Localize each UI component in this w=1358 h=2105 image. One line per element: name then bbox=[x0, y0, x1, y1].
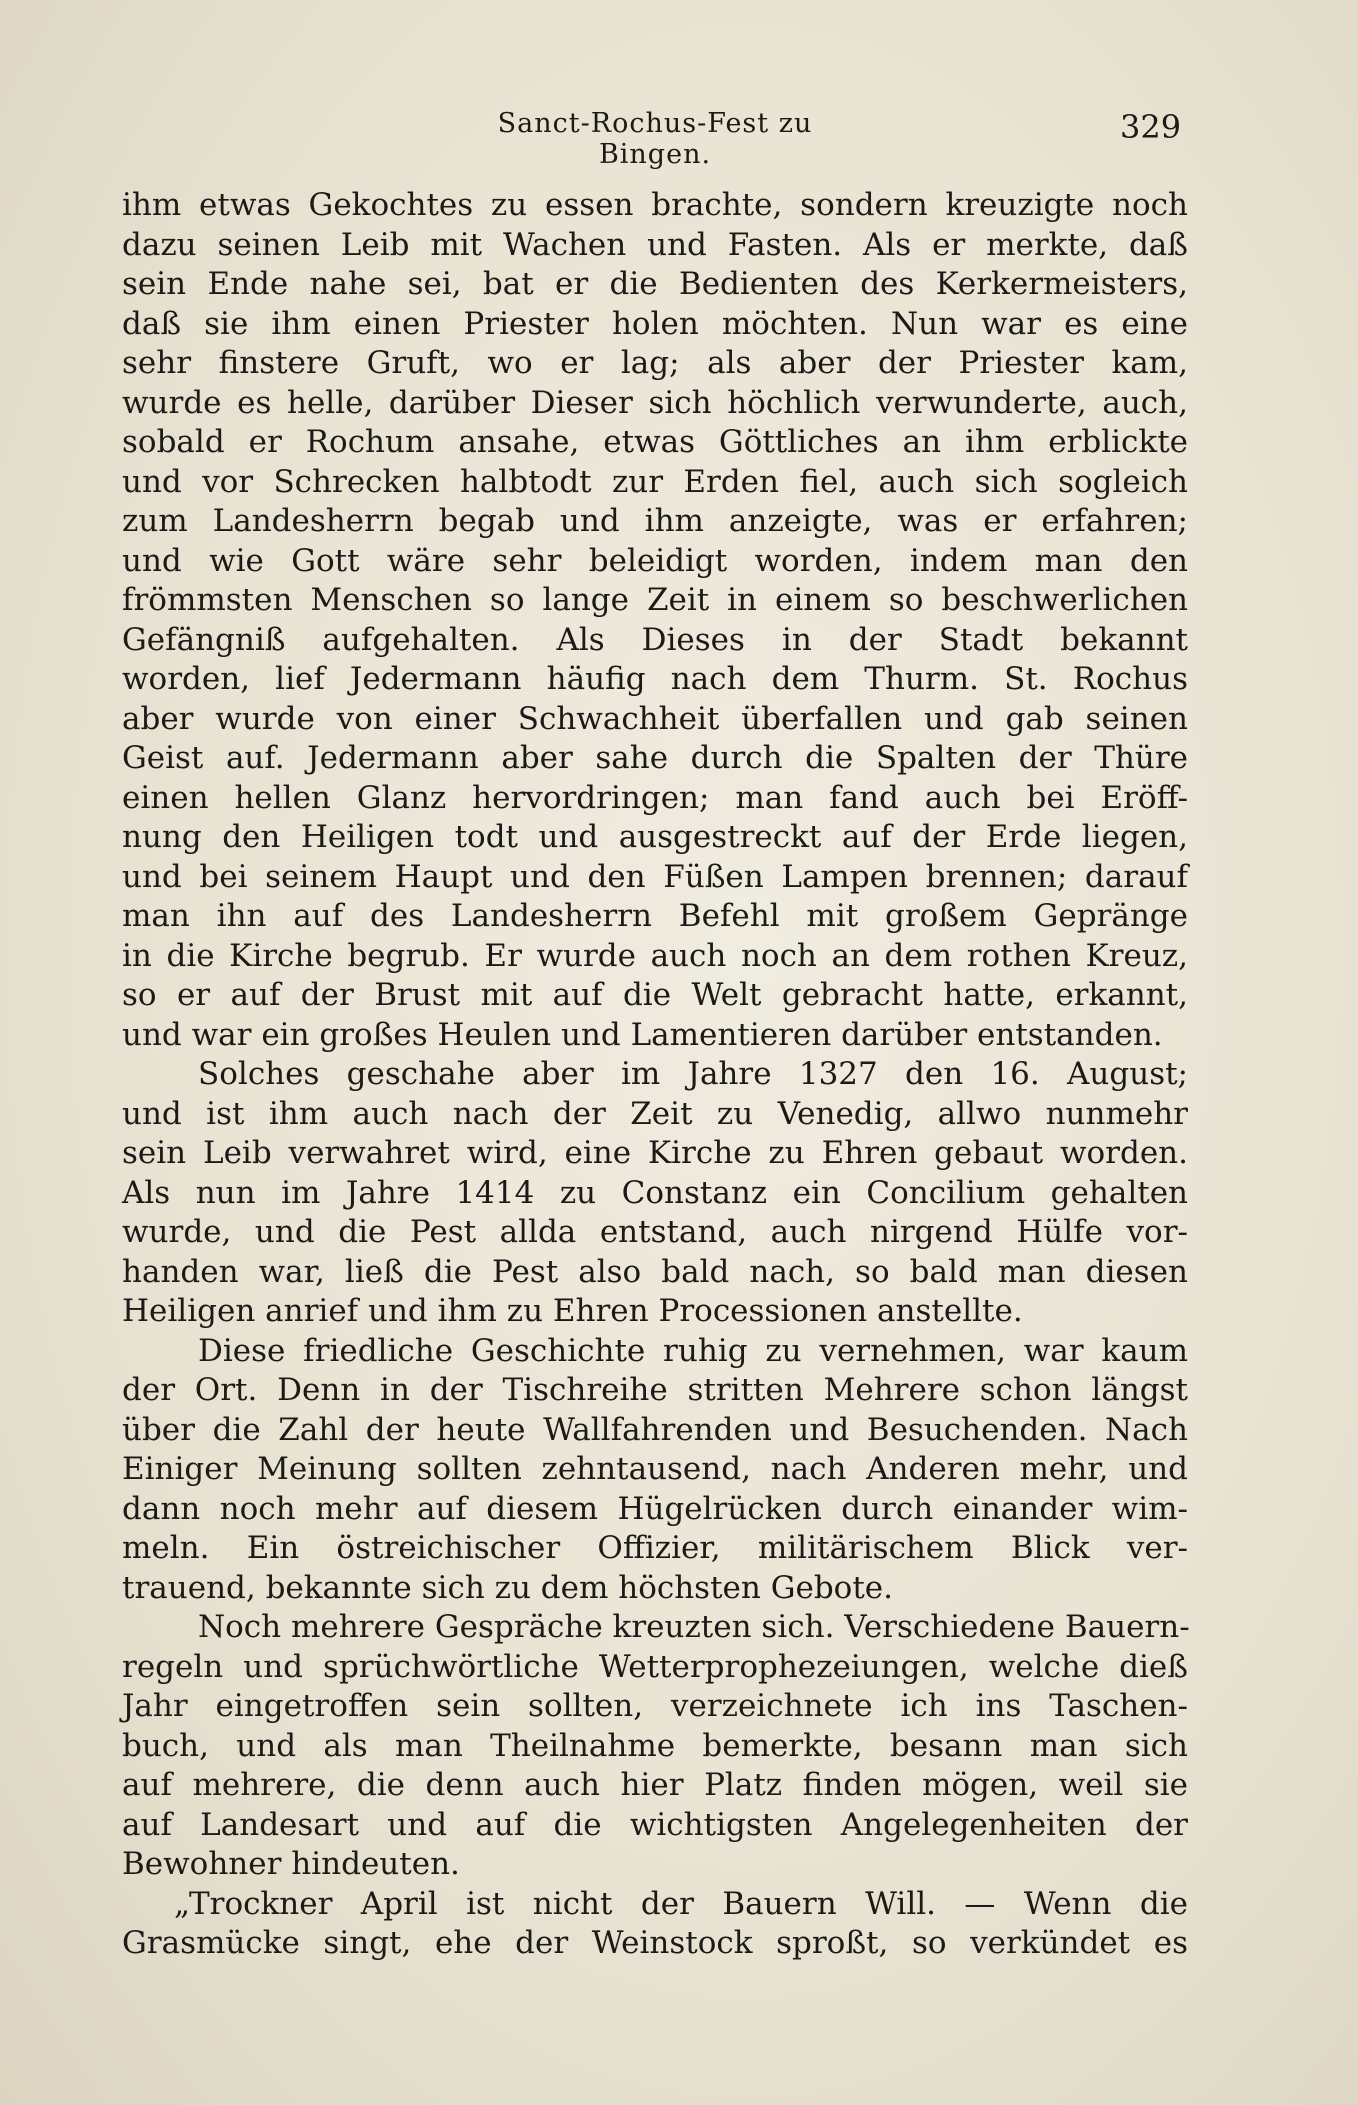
text-line: trauend, bekannte sich zu dem höchsten Gebote. bbox=[122, 1569, 893, 1606]
text-line: daß sie ihm einen Priester holen möchten. Nun war es eine bbox=[122, 305, 1188, 342]
text-line: und wie Gott wäre sehr beleidigt worden, indem man den bbox=[122, 542, 1188, 579]
text-line: in die Kirche begrub. Er wurde auch noch an dem rothen Kreuz, bbox=[122, 937, 1188, 974]
paragraph-start-line: Noch mehrere Gespräche kreuzten sich. Verschiedene Bauern- bbox=[198, 1609, 1190, 1645]
text-line: regeln und sprüchwörtliche Wetterprophezeiungen, welche dieß bbox=[122, 1648, 1188, 1685]
text-line: Einiger Meinung sollten zehntausend, nach Anderen mehr, und bbox=[122, 1451, 1188, 1487]
text-line: ihm etwas Gekochtes zu essen brachte, sondern kreuzigte noch bbox=[122, 187, 1188, 223]
text-line: Bewohner hindeuten. bbox=[122, 1846, 460, 1882]
text-line: und bei seinem Haupt und den Füßen Lampen brennen; darauf bbox=[122, 858, 1188, 895]
text-line: aber wurde von einer Schwachheit überfallen und gab seinen bbox=[122, 700, 1188, 737]
text-line: sobald er Rochum ansahe, etwas Göttliches an ihm erblickte bbox=[122, 424, 1188, 460]
text-line: sein Leib verwahret wird, eine Kirche zu Ehren gebaut worden. bbox=[122, 1135, 1188, 1171]
text-line: einen hellen Glanz hervordringen; man fand auch bei Eröff- bbox=[122, 779, 1188, 816]
text-line: Grasmücke singt, ehe der Weinstock sproßt, so verkündet es bbox=[122, 1925, 1188, 1961]
page-number: 329 bbox=[1120, 108, 1182, 146]
text-line: auf mehrere, die denn auch hier Platz finden mögen, weil sie bbox=[122, 1767, 1188, 1803]
text-line: zum Landesherrn begab und ihm anzeigte, was er erfahren; bbox=[122, 503, 1188, 539]
paragraph-start-line: Diese friedliche Geschichte ruhig zu vernehmen, war kaum bbox=[198, 1332, 1188, 1369]
text-line: dazu seinen Leib mit Wachen und Fasten. Als er merkte, daß bbox=[122, 226, 1188, 263]
text-line: Als nun im Jahre 1414 zu Constanz ein Concilium gehalten bbox=[122, 1174, 1188, 1211]
text-line: Gefängniß aufgehalten. Als Dieses in der Stadt bekannt bbox=[122, 621, 1188, 658]
text-line: sehr finstere Gruft, wo er lag; als aber der Priester kam, bbox=[122, 345, 1188, 381]
running-header bbox=[0, 108, 1358, 170]
text-line: wurde es helle, darüber Dieser sich höchlich verwunderte, auch, bbox=[122, 384, 1188, 421]
text-line: und vor Schrecken halbtodt zur Erden fiel, auch sich sogleich bbox=[122, 463, 1188, 500]
text-line: und war ein großes Heulen und Lamentieren darüber entstanden. bbox=[122, 1016, 1163, 1053]
text-line: nung den Heiligen todt und ausgestreckt auf der Erde liegen, bbox=[122, 819, 1188, 855]
text-line: sein Ende nahe sei, bat er die Bedienten des Kerkermeisters, bbox=[122, 266, 1188, 302]
text-line: man ihn auf des Landesherrn Befehl mit großem Gepränge bbox=[122, 898, 1188, 934]
text-line: wurde, und die Pest allda entstand, auch nirgend Hülfe vor- bbox=[122, 1214, 1188, 1250]
text-line: buch, und als man Theilnahme bemerkte, besann man sich bbox=[122, 1727, 1188, 1764]
text-line: handen war, ließ die Pest also bald nach, so bald man diesen bbox=[122, 1253, 1188, 1290]
text-line: Geist auf. Jedermann aber sahe durch die Spalten der Thüre bbox=[122, 740, 1188, 776]
paragraph-start-line: Solches geschahe aber im Jahre 1327 den 16. August; bbox=[198, 1056, 1188, 1092]
text-line: auf Landesart und auf die wichtigsten Angelegenheiten der bbox=[122, 1806, 1188, 1843]
text-line: so er auf der Brust mit auf die Welt gebracht hatte, erkannt, bbox=[122, 977, 1188, 1013]
text-line: worden, lief Jedermann häufig nach dem Thurm. St. Rochus bbox=[122, 661, 1188, 697]
paragraph-start-line: „Trockner April ist nicht der Bauern Will. — Wenn die bbox=[174, 1885, 1188, 1922]
text-line: meln. Ein östreichischer Offizier, militärischem Blick ver- bbox=[122, 1530, 1188, 1566]
text-line: frömmsten Menschen so lange Zeit in einem so beschwerlichen bbox=[122, 582, 1188, 618]
running-title: Sanct-Rochus-Fest zu Bingen. bbox=[497, 108, 813, 170]
text-line: Heiligen anrief und ihm zu Ehren Processionen anstellte. bbox=[122, 1293, 1023, 1329]
text-line: der Ort. Denn in der Tischreihe stritten Mehrere schon längst bbox=[122, 1372, 1188, 1408]
text-line: über die Zahl der heute Wallfahrenden und Besuchenden. Nach bbox=[122, 1411, 1188, 1448]
text-line: dann noch mehr auf diesem Hügelrücken durch einander wim- bbox=[122, 1490, 1188, 1527]
body-text bbox=[122, 186, 1188, 1964]
text-line: Jahr eingetroffen sein sollten, verzeichnete ich ins Taschen- bbox=[122, 1688, 1188, 1724]
text-line: und ist ihm auch nach der Zeit zu Venedig, allwo nunmehr bbox=[122, 1095, 1188, 1132]
